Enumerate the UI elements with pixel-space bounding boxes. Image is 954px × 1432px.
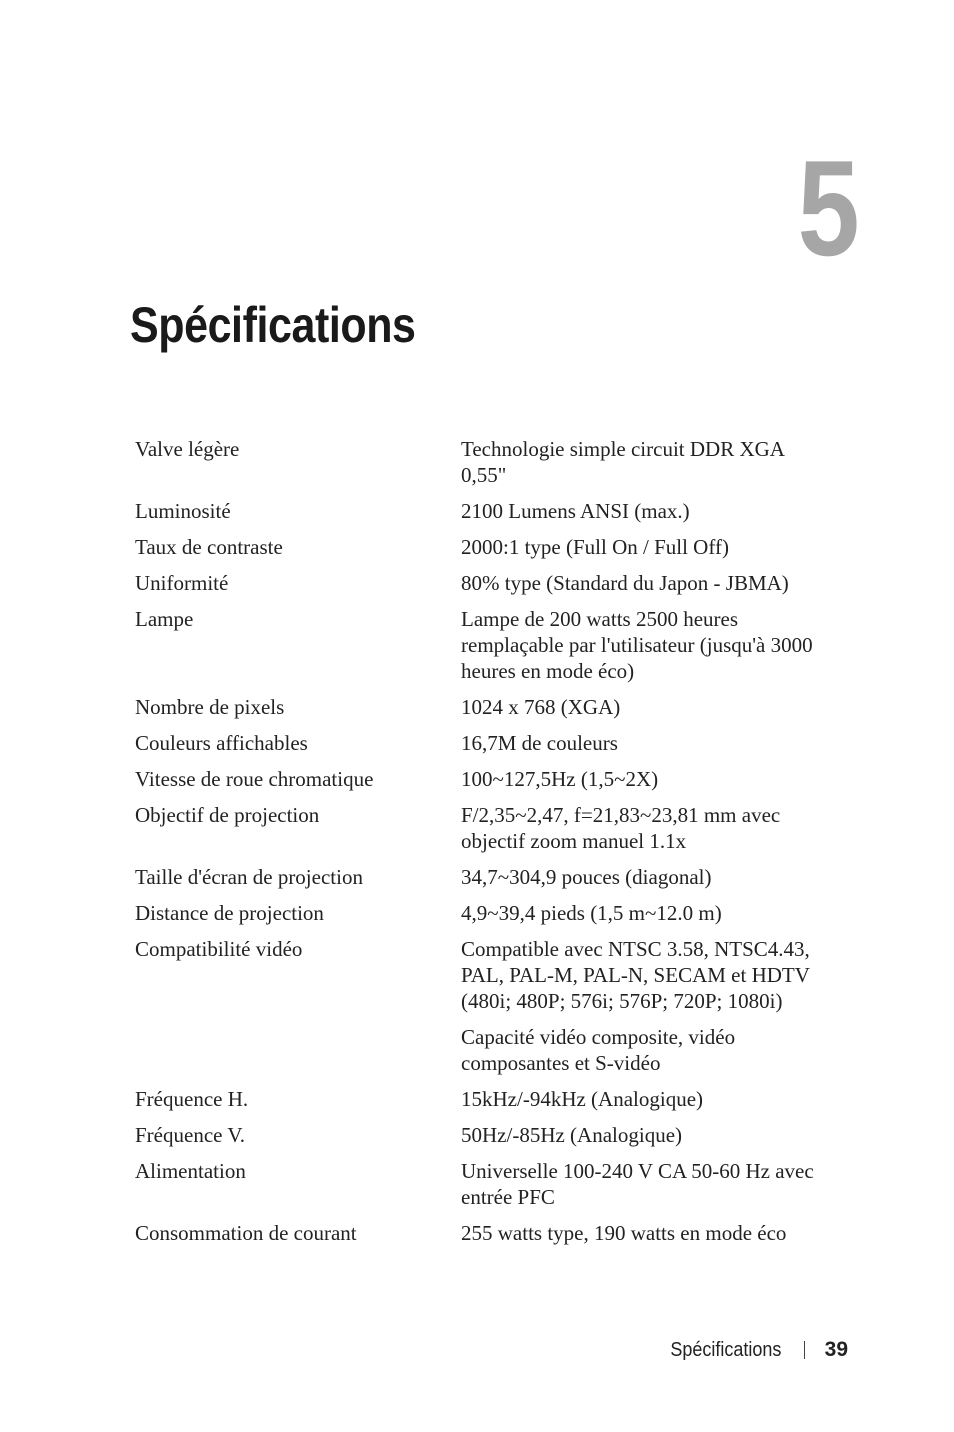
spec-row (135, 1158, 825, 1210)
spec-row (135, 1122, 825, 1148)
spec-value (461, 1122, 825, 1148)
spec-label: Valve légère (135, 437, 240, 461)
page-footer (658, 1338, 848, 1362)
spec-label: Vitesse de roue chromatique (135, 767, 374, 791)
spec-value (461, 1086, 825, 1112)
spec-value-text: 16,7M de couleurs (461, 731, 618, 755)
spec-value-text: 80% type (Standard du Japon - JBMA) (461, 571, 789, 595)
spec-label: Luminosité (135, 499, 231, 523)
spec-label: Uniformité (135, 571, 229, 595)
spec-label: Taille d'écran de projection (135, 865, 363, 889)
spec-label: Taux de contraste (135, 535, 283, 559)
spec-row (135, 730, 825, 756)
spec-value (461, 1220, 825, 1246)
spec-value-text: Technologie simple circuit DDR XGA 0,55" (461, 437, 784, 487)
spec-value-text: 50Hz/-85Hz (Analogique) (461, 1123, 683, 1147)
spec-value-text: Capacité vidéo composite, vidéo composantes et S-vidéo (461, 1025, 736, 1075)
spec-label: Distance de projection (135, 901, 324, 925)
spec-label: Nombre de pixels (135, 695, 285, 719)
spec-value-text: 255 watts type, 190 watts en mode éco (461, 1221, 787, 1245)
spec-row (135, 1220, 825, 1246)
specifications-table (135, 436, 825, 1256)
spec-value-text: Compatible avec NTSC 3.58, NTSC4.43, PAL, PAL-M, PAL-N, SECAM et HDTV (480i; 480P; 576i; 576P; 720P; 1080i) (461, 937, 810, 1013)
spec-value (461, 534, 825, 560)
spec-row (135, 802, 825, 854)
spec-value-text: 2000:1 type (Full On / Full Off) (461, 535, 729, 559)
spec-label: Consommation de courant (135, 1221, 357, 1245)
spec-value (461, 730, 825, 756)
spec-label: Lampe (135, 607, 194, 631)
spec-row (135, 534, 825, 560)
spec-row (135, 1086, 825, 1112)
spec-value-text: F/2,35~2,47, f=21,83~23,81 mm avec objectif zoom manuel 1.1x (461, 803, 781, 853)
spec-label: Alimentation (135, 1159, 246, 1183)
spec-value (461, 936, 825, 1076)
spec-value (461, 900, 825, 926)
spec-value-text: 100~127,5Hz (1,5~2X) (461, 767, 659, 791)
spec-row (135, 694, 825, 720)
spec-label: Fréquence H. (135, 1087, 249, 1111)
spec-value-text: Universelle 100-240 V CA 50-60 Hz avec entrée PFC (461, 1159, 814, 1209)
footer-section-title: Spécifications (670, 1338, 782, 1361)
spec-value-text: 1024 x 768 (XGA) (461, 695, 621, 719)
spec-value-text: 4,9~39,4 pieds (1,5 m~12.0 m) (461, 901, 722, 925)
spec-row (135, 570, 825, 596)
spec-row (135, 900, 825, 926)
spec-value (461, 436, 825, 488)
footer-separator (804, 1341, 805, 1359)
spec-row (135, 864, 825, 890)
spec-label: Couleurs affichables (135, 731, 308, 755)
spec-row (135, 936, 825, 1076)
spec-value (461, 802, 825, 854)
spec-row (135, 436, 825, 488)
spec-label: Objectif de projection (135, 803, 320, 827)
chapter-number: 5 (797, 132, 860, 284)
spec-row (135, 766, 825, 792)
spec-value (461, 766, 825, 792)
spec-row (135, 606, 825, 684)
spec-value-text: 15kHz/-94kHz (Analogique) (461, 1087, 704, 1111)
spec-value-text: 2100 Lumens ANSI (max.) (461, 499, 690, 523)
spec-value (461, 694, 825, 720)
spec-value-text: Lampe de 200 watts 2500 heures remplaçable par l'utilisateur (jusqu'à 3000 heures en mode éco) (461, 607, 813, 683)
spec-row (135, 498, 825, 524)
spec-value (461, 1158, 825, 1210)
chapter-title: Spécifications (130, 297, 416, 353)
spec-label: Compatibilité vidéo (135, 937, 303, 961)
spec-value (461, 570, 825, 596)
spec-value (461, 864, 825, 890)
spec-value-text: 34,7~304,9 pouces (diagonal) (461, 865, 712, 889)
spec-value (461, 606, 825, 684)
spec-label: Fréquence V. (135, 1123, 246, 1147)
page-number: 39 (824, 1338, 848, 1361)
spec-value (461, 498, 825, 524)
